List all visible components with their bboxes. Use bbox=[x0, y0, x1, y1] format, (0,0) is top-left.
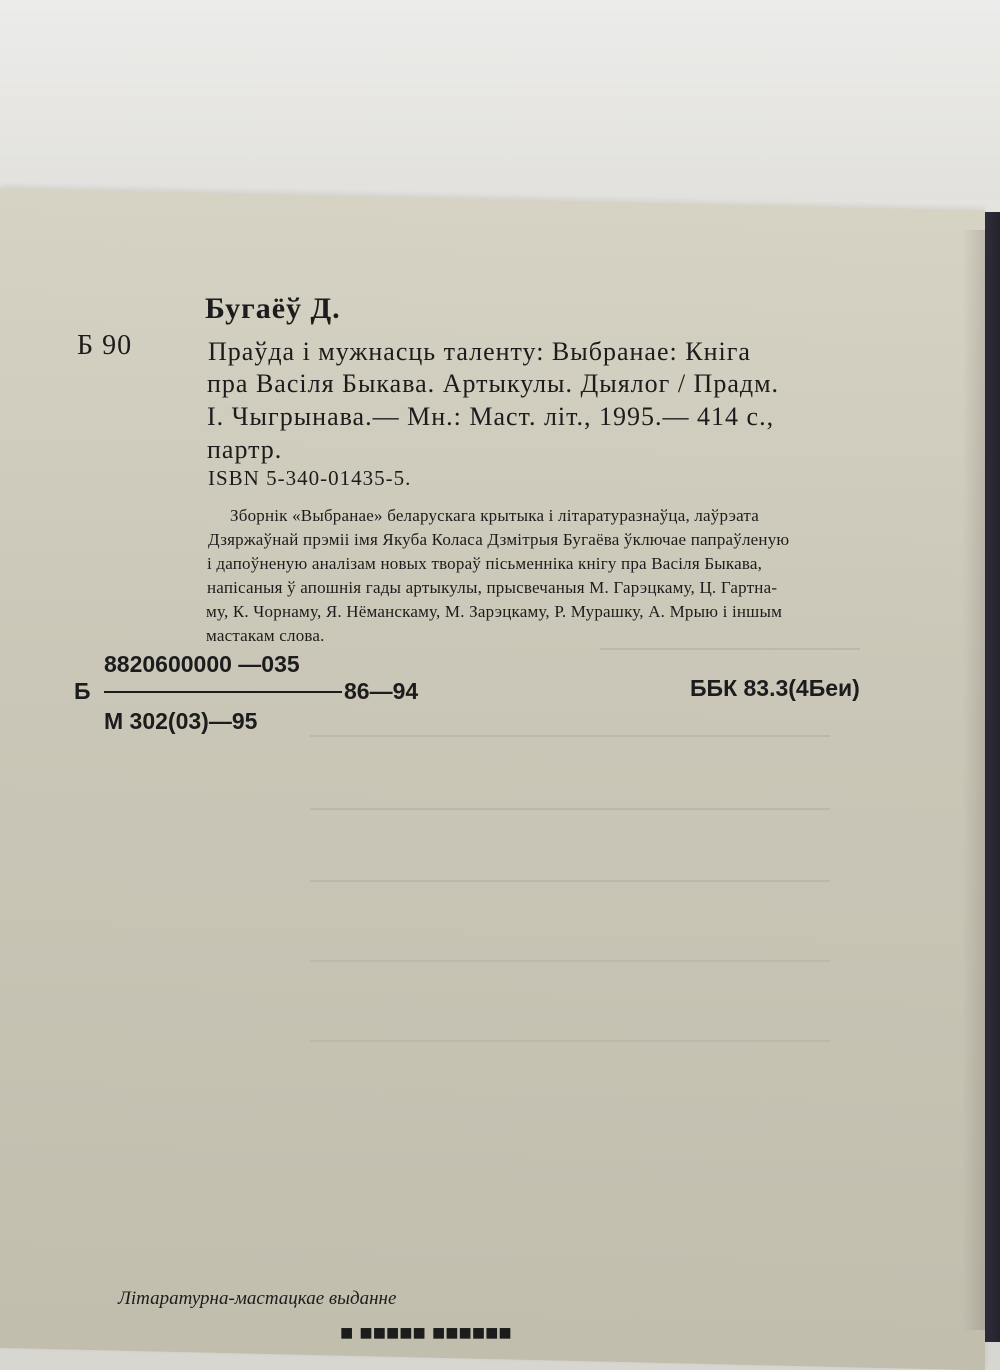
show-through-mark bbox=[600, 648, 860, 650]
bibliographic-line: І. Чыгрынава.— Мн.: Маст. літ., 1995.— 414 с., bbox=[207, 402, 775, 431]
edition-type: Літаратурна-мастацкае выданне bbox=[118, 1288, 397, 1309]
page-edge-shadow bbox=[962, 230, 986, 1330]
abstract-line: му, К. Чорнаму, Я. Нёманскаму, М. Зарэцкаму, Р. Мурашку, А. Мрыю і іншым bbox=[206, 602, 783, 621]
author-name: Бугаёў Д. bbox=[205, 292, 341, 325]
classification-denominator: М 302(03)—95 bbox=[104, 708, 258, 734]
abstract-line: і дапоўненую аналізам новых твораў пісьменніка кнігу пра Васіля Быкава, bbox=[207, 554, 763, 573]
classification-suffix: 86—94 bbox=[344, 678, 419, 704]
show-through-mark bbox=[310, 808, 830, 810]
isbn: ISBN 5-340-01435-5. bbox=[208, 466, 412, 490]
abstract-line: напісаныя ў апошнія гады артыкулы, прысвечаныя М. Гарэцкаму, Ц. Гартна- bbox=[207, 578, 778, 597]
classification-numerator: 8820600000 —035 bbox=[104, 651, 300, 677]
cropped-text-fragment: ■ ■■■■■ ■■■■■■ bbox=[340, 1320, 512, 1345]
background-surface bbox=[0, 0, 1000, 200]
show-through-mark bbox=[310, 880, 830, 882]
classification-letter: Б bbox=[74, 678, 91, 704]
bibliographic-line: Праўда і мужнасць таленту: Выбранае: Кніга bbox=[208, 337, 751, 366]
show-through-mark bbox=[310, 735, 830, 737]
show-through-mark bbox=[310, 960, 830, 962]
abstract-line: Зборнік «Выбранае» беларускага крытыка і літаратуразнаўца, лаўрэата bbox=[230, 506, 760, 525]
abstract-line: мастакам слова. bbox=[206, 626, 325, 645]
classification-fraction-bar bbox=[104, 691, 342, 693]
bibliographic-line: партр. bbox=[207, 435, 283, 464]
library-index: Б 90 bbox=[77, 330, 133, 361]
show-through-mark bbox=[310, 1040, 830, 1042]
bbk-code: ББК 83.3(4Беи) bbox=[690, 675, 860, 701]
abstract-line: Дзяржаўнай прэміі імя Якуба Коласа Дзмітрыя Бугаёва ўключае папраўленую bbox=[208, 530, 790, 549]
bibliographic-line: пра Васіля Быкава. Артыкулы. Дыялог / Прадм. bbox=[207, 369, 780, 398]
